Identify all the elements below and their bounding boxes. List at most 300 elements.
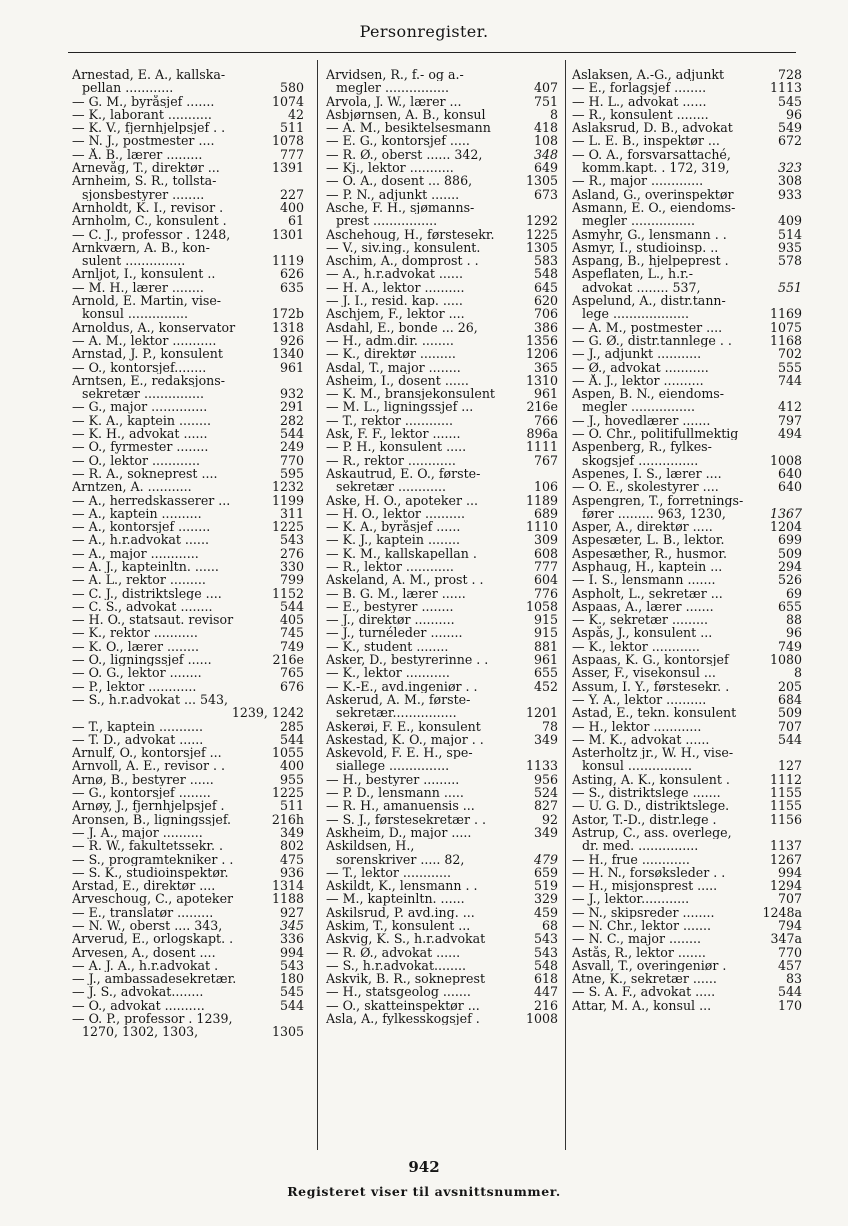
entry-section-number: 8 [793,665,802,681]
entry-section-number: 1111 [525,439,558,455]
entry-line [572,773,802,786]
entry-section-number: 659 [533,864,558,880]
entry-text: Aspaas, A., lærer ....... [572,599,714,614]
entry-line [326,121,558,134]
entry-line [72,480,304,493]
entry-text: — A., herredskasserer ... [72,493,231,507]
entry-line [572,174,802,187]
register-entry [572,985,802,998]
register-entry [72,440,304,453]
entry-section-number: 749 [777,638,802,654]
entry-line [72,573,304,586]
entry-text: — J., adjunkt ........... [572,347,702,361]
entry-text: — O. G., lektor ........ [72,666,202,680]
entry-section-number: 348 [533,146,558,162]
register-entry [326,108,558,121]
entry-line [326,587,558,600]
entry-line [326,985,558,998]
entry-section-number: 249 [279,439,304,455]
entry-text: — T. D., advokat ...... [72,732,204,747]
register-entry [572,786,802,799]
register-entry [326,879,558,892]
entry-line [72,414,304,427]
entry-text: 1270, 1302, 1303, [82,1025,199,1039]
entry-text: — K. M., bransjekonsulent [326,387,495,401]
entry-section-number: 543 [279,532,304,548]
entry-section-number: 294 [777,558,802,574]
entry-text: — T., rektor ............ [326,413,453,428]
entry-text: — N. C., major ........ [572,932,701,946]
register-entry [326,281,558,294]
entry-text: — J., direktør .......... [326,613,455,627]
entry-text: Aspengren, T., forretnings- [572,493,744,507]
register-entry [72,587,304,600]
entry-line [572,879,802,892]
entry-line [72,361,304,374]
entry-text: — S., programtekniker . . [72,852,234,866]
register-entry [72,999,304,1012]
entry-text: Arntzen, A. ........... [72,480,192,494]
entry-text: Attar, M. A., konsul ... [572,998,712,1013]
entry-line [572,414,802,427]
entry-text: — K., sekretær ......... [572,613,708,627]
register-entry [572,799,802,812]
entry-text: — K. A., byråsjef ...... [326,520,461,534]
register-entry [72,347,304,360]
entry-line [72,241,304,254]
entry-text: — N. J., postmester .... [72,134,215,148]
entry-section-number: 8 [549,106,558,122]
entry-line [326,254,558,267]
entry-text: — H., adm.dir. ........ [326,333,454,348]
entry-line [72,1012,304,1025]
entry-text: — Å. B., lærer ......... [72,147,203,162]
entry-text: — H. N., forsøksleder . . [572,865,726,880]
entry-text: — J., turnéleder ........ [326,626,463,640]
entry-line [572,733,802,746]
entry-text: — A. J. A., h.r.advokat . [72,958,219,973]
entry-section-number: 544 [279,731,304,747]
register-entry [326,414,558,427]
entry-section-number: 926 [279,332,304,348]
entry-line [326,361,558,374]
entry-text: Aspesæther, R., husmor. [572,546,727,560]
entry-text: Aspang, B., hjelpeprest . [572,254,729,268]
entry-text: — H. O., statsaut. revisor [72,613,234,627]
entry-text: Asmyhr, G., lensmann . . [572,227,727,241]
entry-text: Aspelund, A., distr.tann- [572,294,726,308]
entry-section-number: 409 [777,213,802,229]
entry-line [572,148,802,161]
entry-section-number: 216e [272,652,304,668]
register-entry [326,613,558,626]
entry-section-number: 227 [279,186,304,202]
entry-text: Aschehoug, H., førstesekr. [326,227,495,241]
entry-section-number: 548 [533,266,558,282]
entry-line [72,985,304,998]
entry-line [326,374,558,387]
entry-section-number: 770 [279,452,304,468]
register-entry [572,653,802,666]
entry-section-number: 961 [533,652,558,668]
entry-section-number: 927 [279,904,304,920]
header-rule [68,52,796,53]
register-entry [326,640,558,653]
entry-line [72,321,304,334]
entry-line [326,613,558,626]
register-entry [72,626,304,639]
register-entry [72,733,304,746]
entry-line [72,267,304,280]
entry-line [572,228,802,241]
entry-section-number: 618 [533,971,558,987]
entry-line [572,640,802,653]
entry-line [572,307,802,320]
entry-text: — O., advokat .......... [72,998,205,1013]
entry-section-number: 526 [777,572,802,588]
entry-line [326,666,558,679]
entry-section-number: 626 [279,266,304,282]
register-entry [326,347,558,360]
entry-text: siallege ............... [336,759,450,773]
entry-line [326,773,558,786]
entry-line [572,188,802,201]
register-entry [326,959,558,972]
entry-text: — M. H., lærer ........ [72,280,204,295]
entry-line [572,653,802,666]
register-entry [572,972,802,985]
register-entry [572,626,802,639]
register-entry [572,201,802,228]
entry-text: Aschjem, F., lektor .... [326,307,465,321]
entry-text: — S., distriktslege ....... [572,786,721,800]
entry-section-number: 69 [785,585,802,601]
entry-text: — H. L., advokat ...... [572,94,707,108]
register-entry [72,640,304,653]
register-entry [72,972,304,985]
entry-text: Asche, F. H., sjømanns- [326,200,475,215]
entry-section-number: 777 [279,146,304,162]
register-entry [326,95,558,108]
entry-text: skogsjef ............... [582,453,699,467]
entry-text: Asvall, T., overingeniør . [572,958,727,973]
entry-section-number: 655 [533,665,558,681]
entry-section-number: 276 [279,545,304,561]
entry-text: Arnholdt, K. I., revisor . [72,200,224,215]
entry-text: Aspeflaten, L., h.r.- [572,267,693,281]
entry-section-number: 776 [533,585,558,601]
entry-section-number: 282 [279,412,304,428]
entry-line [326,507,558,520]
entry-line [72,134,304,147]
entry-line [572,374,802,387]
entry-line [326,906,558,919]
entry-section-number: 1294 [769,878,802,894]
entry-text: — L. E. B., inspektør ... [572,134,720,148]
entry-line [72,720,304,733]
entry-section-number: 1199 [271,492,304,508]
entry-line [572,560,802,573]
entry-text: Asdahl, E., bonde ... 26, [326,320,478,334]
entry-line [72,201,304,214]
entry-line [326,214,558,227]
entry-text: Arnøy, J., fjernhjelpsjef . [72,799,225,813]
entry-line [326,853,558,866]
entry-text: Arverud, E., orlogskapt. . [72,932,234,946]
entry-line [326,520,558,533]
entry-line [72,799,304,812]
entry-text: — K., direktør ......... [326,347,456,361]
entry-line [72,999,304,1012]
register-entry [326,892,558,905]
register-entry [72,813,304,826]
entry-section-number: 1391 [271,160,304,176]
entry-section-number: 543 [533,931,558,947]
register-entry [326,254,558,267]
entry-text: megler ................ [582,214,696,228]
entry-section-number: 881 [533,638,558,654]
entry-section-number: 915 [533,612,558,628]
entry-section-number: 545 [279,984,304,1000]
entry-line [72,826,304,839]
entry-line [572,826,802,839]
entry-text: — R., lektor ............ [326,559,454,574]
entry-line [326,999,558,1012]
entry-section-number: 494 [777,426,802,442]
register-entry [572,932,802,945]
register-entry [326,653,558,666]
register-entry [572,68,802,81]
entry-text: Astås, R., lektor ....... [572,945,706,959]
entry-line [72,932,304,945]
register-entry [326,533,558,546]
entry-section-number: 706 [533,306,558,322]
register-entry [326,972,558,985]
register-entry [72,959,304,972]
entry-text: — S. J., førstesekretær . . [326,812,487,826]
entry-section-number: 583 [533,253,558,269]
entry-text: Askvik, B. R., sokneprest [326,972,486,986]
entry-line [326,919,558,932]
entry-line [72,759,304,772]
entry-text: Asmyr, I., studioinsp. .. [572,240,719,255]
entry-section-number: 400 [279,758,304,774]
entry-line [72,613,304,626]
entry-text: — G., kontorsjef ........ [72,786,211,800]
entry-section-number: 524 [533,785,558,801]
entry-section-number: 1305 [525,239,558,255]
entry-section-number: 1169 [769,306,802,322]
register-entry [326,1012,558,1025]
entry-section-number: 1301 [271,226,304,242]
entry-text: Askim, T., konsulent ... [326,919,471,933]
entry-text: — O. Chr., politifullmektig [572,427,739,441]
entry-text: Aspenberg, R., fylkes- [572,440,712,454]
entry-section-number: 802 [279,838,304,854]
entry-line [326,972,558,985]
entry-line [572,613,802,626]
entry-line [72,946,304,959]
entry-section-number: 92 [541,811,558,827]
entry-line [72,174,304,187]
entry-text: Arnulf, O., kontorsjef ... [72,746,222,760]
entry-line [572,440,802,453]
entry-line [572,813,802,826]
register-entry [572,81,802,94]
entry-section-number: 994 [279,944,304,960]
register-entry [572,148,802,175]
entry-text: Aslaksen, A.-G., adjunkt [572,68,725,82]
register-entry [72,826,304,839]
register-entry [326,573,558,586]
entry-text: — P. N., adjunkt ....... [326,187,460,201]
entry-text: prest ................ [336,214,438,228]
register-entry [326,427,558,440]
register-entry [72,201,304,214]
entry-line [72,892,304,905]
entry-line [326,161,558,174]
entry-text: — K. H., advokat ...... [72,427,208,441]
register-entry [326,799,558,812]
entry-line [326,454,558,467]
entry-line [326,414,558,427]
entry-section-number: 514 [777,226,802,242]
entry-line [572,121,802,134]
entry-text: — K., laborant ........... [72,107,212,122]
entry-text: — E., bestyrer ........ [326,599,454,614]
entry-section-number: 1008 [769,452,802,468]
entry-line [326,134,558,147]
entry-line [72,400,304,413]
entry-section-number: 1155 [769,798,802,814]
entry-line [72,427,304,440]
register-entry [326,241,558,254]
entry-line [326,946,558,959]
entry-line [572,600,802,613]
entry-text: — J., lektor............ [572,892,690,906]
register-entry [72,547,304,560]
entry-line [572,134,802,147]
register-entry [72,799,304,812]
register-entry [572,600,802,613]
entry-text: Aspesæter, L. B., lektor. [572,533,725,547]
entry-line [72,334,304,347]
entry-line [572,892,802,905]
register-entry [326,866,558,879]
entry-section-number: 555 [777,359,802,375]
entry-section-number: 96 [785,625,802,641]
register-entry [326,467,558,494]
entry-line [72,600,304,613]
entry-section-number: 544 [279,426,304,442]
entry-text: — E., forlagsjef ........ [572,81,707,95]
entry-section-number: 172b [271,306,304,322]
entry-text: — O. E., skolestyrer .... [572,480,719,494]
register-entry [572,334,802,347]
entry-section-number: 676 [279,678,304,694]
entry-text: — A. M., lektor ........... [72,333,217,348]
register-entry [572,706,802,719]
entry-section-number: 336 [279,931,304,947]
register-entry [72,321,304,334]
entry-line [572,706,802,719]
column-divider [565,60,566,1150]
entry-section-number: 96 [785,106,802,122]
entry-text: — V., siv.ing., konsulent. [326,240,481,255]
entry-line [572,387,802,400]
entry-section-number: 1078 [271,133,304,149]
register-entry [572,999,802,1012]
entry-section-number: 405 [279,612,304,628]
entry-section-number: 216e [526,399,558,415]
entry-text: — M. L., ligningssjef ... [326,400,474,414]
register-entry [572,121,802,134]
entry-line [572,321,802,334]
register-entry [572,587,802,600]
register-entry [72,241,304,268]
register-entry [326,161,558,174]
entry-section-number: 649 [533,160,558,176]
entry-section-number: 1112 [769,771,802,787]
entry-section-number: 640 [777,479,802,495]
entry-section-number: 1225 [271,519,304,535]
entry-section-number: 751 [533,93,558,109]
entry-section-number: 349 [279,824,304,840]
entry-text: — O. A., dosent ... 886, [326,174,473,188]
entry-text: — C. S., advokat ........ [72,599,213,614]
entry-text: Asmann, E. O., eiendoms- [572,200,736,215]
entry-text: — A., h.r.advokat ...... [72,533,209,547]
entry-line [72,374,304,387]
entry-section-number: 1110 [525,519,558,535]
entry-text: — N., skipsreder ........ [572,905,715,919]
entry-section-number: 1155 [769,785,802,801]
entry-line [326,733,558,746]
register-entry [572,826,802,853]
entry-section-number: 511 [279,120,304,136]
entry-text: Arstad, E., direktør .... [72,879,216,893]
entry-section-number: 549 [777,120,802,136]
register-entry [326,400,558,413]
entry-line [326,892,558,905]
entry-section-number: 1225 [271,785,304,801]
entry-section-number: 349 [533,731,558,747]
entry-line [326,347,558,360]
entry-line [572,454,802,467]
entry-text: — A. M., postmester .... [572,320,723,334]
entry-section-number: 459 [533,904,558,920]
register-entry [572,693,802,706]
entry-section-number: 1232 [271,479,304,495]
entry-section-number: 543 [279,957,304,973]
entry-line [326,600,558,613]
entry-line [572,919,802,932]
entry-text: — R. Ø., oberst ...... 342, [326,147,483,162]
entry-text: — H., misjonsprest ..... [572,879,718,893]
entry-line [326,267,558,280]
register-entry [72,68,304,95]
entry-text: — O. A., forsvarsattaché, [572,147,731,162]
register-entry [572,906,802,919]
entry-section-number: 1133 [525,758,558,774]
entry-section-number: 1080 [769,652,802,668]
entry-line [326,879,558,892]
entry-section-number: 684 [777,691,802,707]
register-entry [572,520,802,533]
entry-section-number: 672 [777,133,802,149]
entry-line [572,533,802,546]
entry-text: Asbjørnsen, A. B., konsul [326,107,486,122]
